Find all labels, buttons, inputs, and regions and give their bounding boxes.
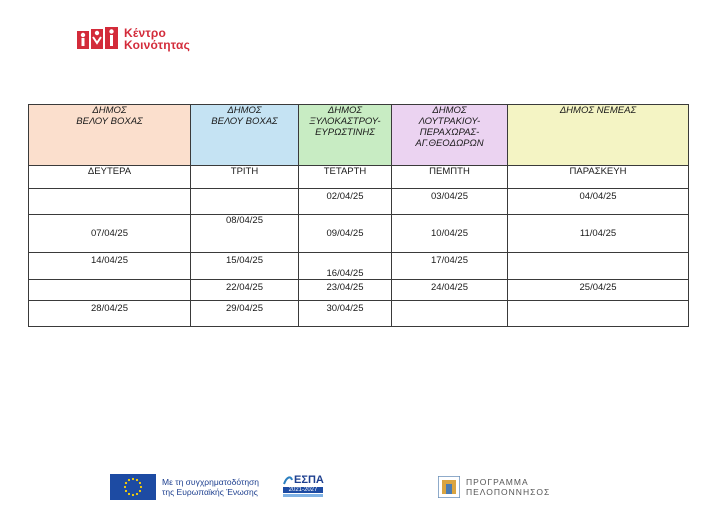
eu-cofunding-text: Με τη συγχρηματοδότηση της Ευρωπαϊκής Ένωσης xyxy=(162,477,260,497)
date-cell: 07/04/25 xyxy=(29,215,191,253)
date-cell: 10/04/25 xyxy=(392,215,508,253)
date-cell: 14/04/25 xyxy=(29,253,191,280)
table-row xyxy=(29,189,689,215)
municipality-header-row xyxy=(29,105,689,166)
date-cell: 30/04/25 xyxy=(299,301,392,327)
day-header: ΤΡΙΤΗ xyxy=(191,166,299,189)
date-cell: 03/04/25 xyxy=(392,189,508,215)
day-header: ΤΕΤΑΡΤΗ xyxy=(299,166,392,189)
logo-line-2: Κοινότητας xyxy=(124,38,191,52)
date-cell xyxy=(191,189,299,215)
date-cell: 17/04/25 xyxy=(392,253,508,280)
logo-text xyxy=(124,27,190,51)
espa-logo xyxy=(283,474,329,500)
date-cell xyxy=(508,301,689,327)
date-cell: 28/04/25 xyxy=(29,301,191,327)
espa-title: ΕΣΠΑ xyxy=(294,474,324,486)
table-row xyxy=(29,301,689,327)
date-cell: 25/04/25 xyxy=(508,280,689,301)
eu-flag-icon xyxy=(110,474,156,500)
date-cell: 08/04/25 xyxy=(191,215,299,253)
logo-mark-icon xyxy=(76,27,120,51)
day-header: ΠΑΡΑΣΚΕΥΗ xyxy=(508,166,689,189)
date-cell: 23/04/25 xyxy=(299,280,392,301)
peloponnese-logo-icon xyxy=(438,476,460,498)
espa-swirl-icon xyxy=(283,474,293,486)
day-header: ΔΕΥΤΕΡΑ xyxy=(29,166,191,189)
date-cell xyxy=(392,301,508,327)
date-cell: 15/04/25 xyxy=(191,253,299,280)
municipality-header: ΔΗΜΟΣ ΒΕΛΟΥ ΒΟΧΑΣ xyxy=(29,105,191,166)
logo-line-1: Κέντρο xyxy=(124,26,167,40)
date-cell: 24/04/25 xyxy=(392,280,508,301)
table-row xyxy=(29,253,689,280)
municipality-header: ΔΗΜΟΣ ΛΟΥΤΡΑΚΙΟΥ- ΠΕΡΑΧΩΡΑΣ- ΑΓ.ΘΕΟΔΩΡΩΝ xyxy=(392,105,508,166)
day-header: ΠΕΜΠΤΗ xyxy=(392,166,508,189)
date-cell: 02/04/25 xyxy=(299,189,392,215)
date-cell: 04/04/25 xyxy=(508,189,689,215)
date-cell xyxy=(508,253,689,280)
municipality-header: ΔΗΜΟΣ ΞΥΛΟΚΑΣΤΡΟΥ- ΕΥΡΩΣΤΙΝΗΣ xyxy=(299,105,392,166)
date-cell: 11/04/25 xyxy=(508,215,689,253)
day-header-row xyxy=(29,166,689,189)
date-cell: 22/04/25 xyxy=(191,280,299,301)
municipality-header: ΔΗΜΟΣ ΒΕΛΟΥ ΒΟΧΑΣ xyxy=(191,105,299,166)
municipality-header: ΔΗΜΟΣ ΝΕΜΕΑΣ xyxy=(508,105,689,166)
date-cell: 29/04/25 xyxy=(191,301,299,327)
date-cell xyxy=(29,280,191,301)
date-cell: 09/04/25 xyxy=(299,215,392,253)
espa-years: 2021-2027 xyxy=(283,487,323,493)
program-text: ΠΡΟΓΡΑΜΜΑ ΠΕΛΟΠΟΝΝΗΣΟΣ xyxy=(466,477,551,497)
table-row xyxy=(29,280,689,301)
table-row xyxy=(29,215,689,253)
schedule-table xyxy=(28,104,689,327)
date-cell: 16/04/25 xyxy=(299,253,392,280)
date-cell xyxy=(29,189,191,215)
kentro-koinotitas-logo xyxy=(76,27,190,51)
